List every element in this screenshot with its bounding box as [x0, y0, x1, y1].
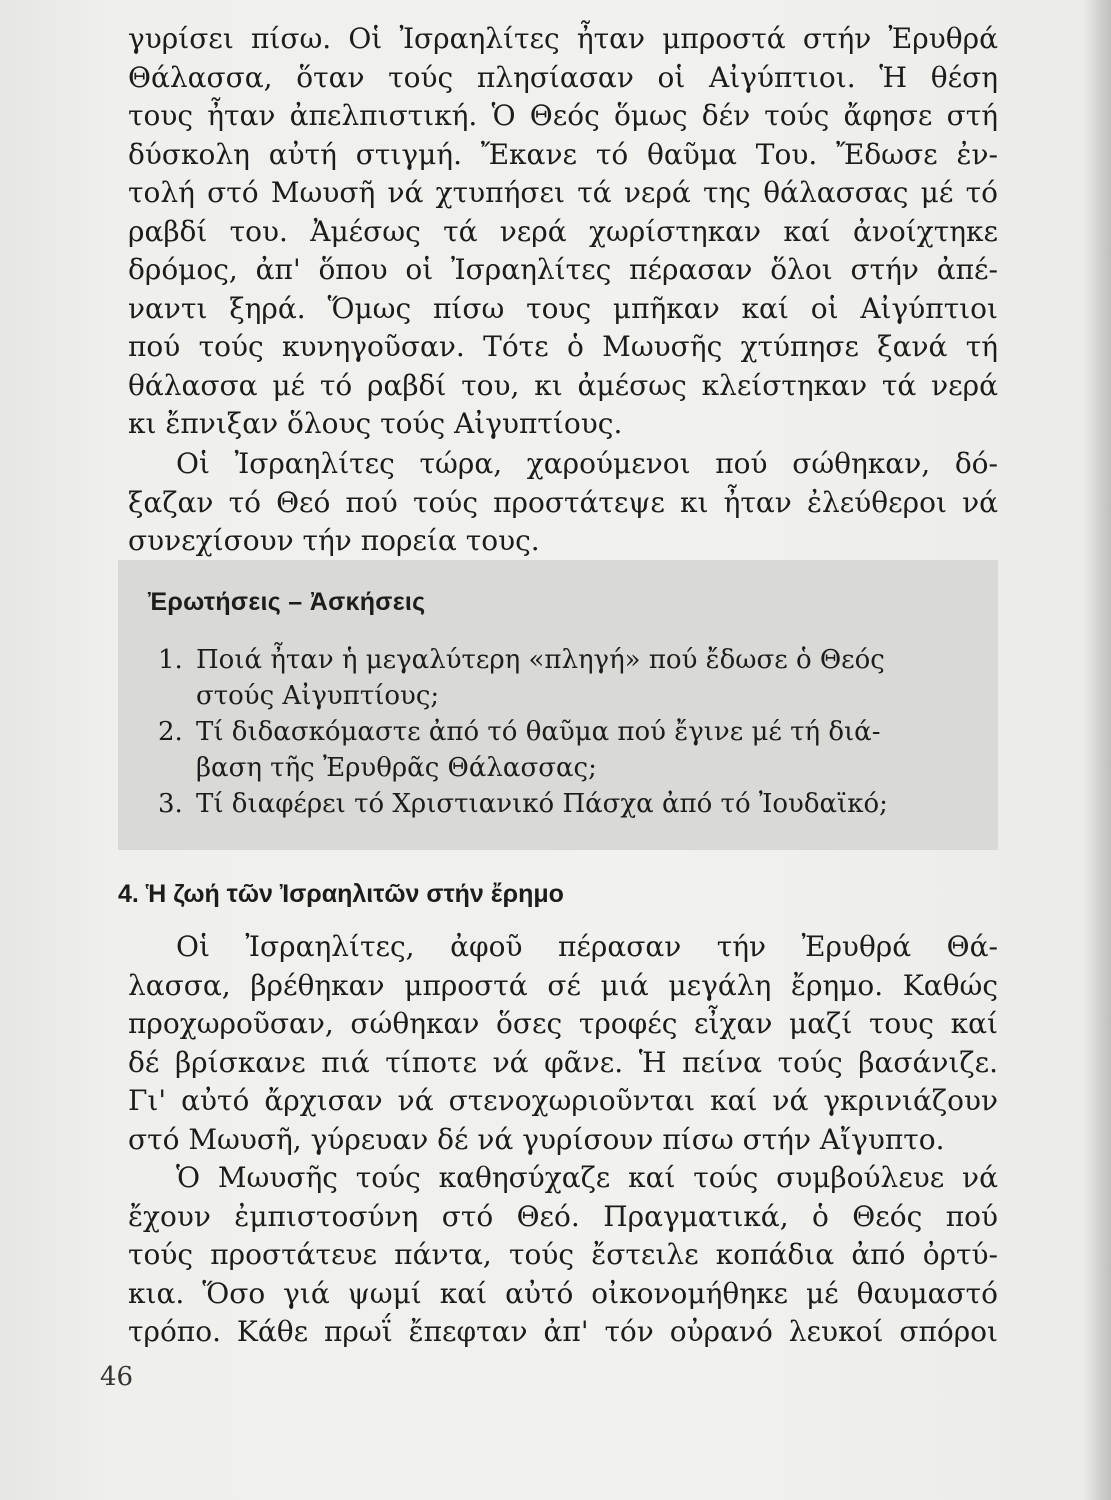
text-line: συνεχίσουν τήν πορεία τους. [128, 524, 540, 557]
question-text [196, 714, 958, 786]
exercises-heading: Ἐρωτήσεις – Ἀσκήσεις [148, 588, 426, 616]
text-line: λασσα, βρέθηκαν μπροστά σέ μιά μεγάλη ἔρημο. Καθώς [128, 968, 998, 1002]
text-line: δέ βρίσκανε πιά τίποτε νά φᾶνε. Ἡ πείνα τούς βασάνιζε. [128, 1045, 998, 1079]
section4-paragraph-2 [128, 1159, 998, 1352]
text-line: στό Μωυσῆ, γύρευαν δέ νά γυρίσουν πίσω στήν Αἴγυπτο. [128, 1122, 945, 1156]
question-line: Τί διαφέρει τό Χριστιανικό Πάσχα ἀπό τό Ἰουδαϊκό; [196, 789, 888, 819]
binding-shadow [1083, 0, 1111, 1500]
question-line: στούς Αἰγυπτίους; [196, 681, 440, 711]
text-line: Θάλασσα, ὅταν τούς πλησίασαν οἱ Αἰγύπτιοι. Ἡ θέση [128, 60, 998, 94]
text-line: τολή στό Μωυσῆ νά χτυπήσει τά νερά της θάλασσας μέ τό [128, 176, 998, 209]
text-line: Οἱ Ἰσραηλίτες τώρα, χαρούμενοι πού σώθηκαν, δό- [176, 447, 998, 480]
text-line: θάλασσα μέ τό ραβδί του, κι ἀμέσως κλείστηκαν τά νερά [128, 368, 998, 402]
page-number: 46 [100, 1362, 134, 1392]
text-line: γυρίσει πίσω. Οἱ Ἰσραηλίτες ἦταν μπροστά στήν Ἐρυθρά [128, 22, 998, 55]
text-line: κι ἔπνιξαν ὅλους τούς Αἰγυπτίους. [128, 407, 623, 440]
text-line: ἔχουν ἐμπιστοσύνη στό Θεό. Πραγματικά, ὁ Θεός πού [128, 1199, 998, 1233]
section4-paragraph-1 [128, 928, 998, 1159]
question-item [158, 786, 958, 822]
top-paragraph [128, 20, 998, 444]
question-list [158, 642, 958, 822]
text-line: κια. Ὅσο γιά ψωμί καί αὐτό οἰκονομήθηκε μέ θαυμαστό [128, 1276, 998, 1310]
text-line: δύσκολη αὐτή στιγμή. Ἔκανε τό θαῦμα Του. Ἔδωσε ἐν- [128, 137, 998, 171]
text-line: ναντι ξηρά. Ὅμως πίσω τους μπῆκαν καί οἱ Αἰγύπτιοι [128, 291, 998, 325]
text-line: δρόμος, ἀπ' ὅπου οἱ Ἰσραηλίτες πέρασαν ὅλοι στήν ἀπέ- [128, 253, 998, 286]
question-number: 3. [158, 789, 183, 819]
question-line: βαση τῆς Ἐρυθρᾶς Θάλασσας; [196, 753, 597, 783]
section-heading: 4. Ἡ ζωή τῶν Ἰσραηλιτῶν στήν ἔρημο [118, 880, 564, 908]
question-text [196, 786, 958, 822]
text-line: τους ἦταν ἀπελπιστική. Ὁ Θεός ὅμως δέν τούς ἄφησε στή [128, 99, 998, 132]
text-line: ξαζαν τό Θεό πού τούς προστάτεψε κι ἦταν ἐλεύθεροι νά [128, 485, 998, 519]
question-item [158, 714, 958, 786]
text-line: Ὁ Μωυσῆς τούς καθησύχαζε καί τούς συμβούλευε νά [176, 1161, 998, 1194]
question-line: Ποιά ἦταν ἡ μεγαλύτερη «πληγή» πού ἔδωσε ὁ Θεός [196, 645, 885, 675]
text-line: ραβδί του. Ἀμέσως τά νερά χωρίστηκαν καί ἀνοίχτηκε [128, 214, 998, 248]
text-line: τούς προστάτευε πάντα, τούς ἔστειλε κοπάδια ἀπό ὀρτύ- [128, 1238, 998, 1271]
question-number: 2. [158, 717, 183, 747]
text-line: τρόπο. Κάθε πρωΐ ἔπεφταν ἀπ' τόν οὐρανό λευκοί σπόροι [128, 1315, 998, 1348]
text-line: προχωροῦσαν, σώθηκαν ὅσες τροφές εἶχαν μαζί τους καί [128, 1007, 998, 1040]
second-paragraph [128, 445, 998, 561]
question-number: 1. [158, 645, 183, 675]
text-line: πού τούς κυνηγοῦσαν. Τότε ὁ Μωυσῆς χτύπησε ξανά τή [128, 330, 998, 363]
question-text [196, 642, 958, 714]
question-line: Τί διδασκόμαστε ἀπό τό θαῦμα πού ἔγινε μέ τή διά- [196, 717, 881, 747]
text-line: Οἱ Ἰσραηλίτες, ἀφοῦ πέρασαν τήν Ἐρυθρά Θά- [176, 930, 998, 963]
question-item [158, 642, 958, 714]
text-line: Γι' αὐτό ἄρχισαν νά στενοχωριοῦνται καί νά γκρινιάζουν [128, 1084, 998, 1117]
